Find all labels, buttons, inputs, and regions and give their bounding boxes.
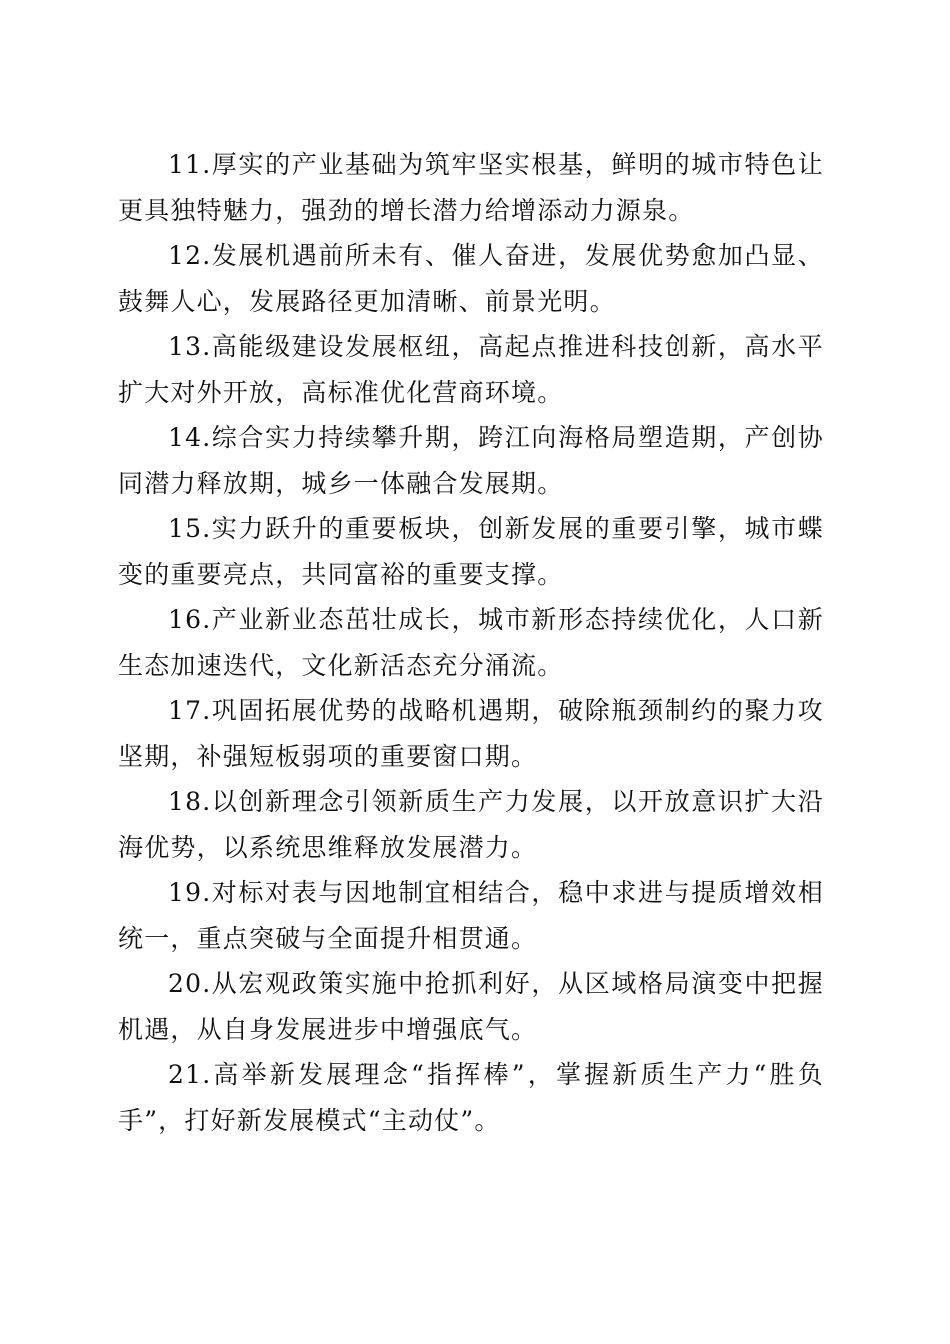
- paragraph-11: 11.厚实的产业基础为筑牢坚实根基，鲜明的城市特色让更具独特魅力，强劲的增长潜力给增添动力源泉。: [118, 150, 824, 225]
- paragraph-18: 18.以创新理念引领新质生产力发展，以开放意识扩大沿海优势，以系统思维释放发展潜力。: [118, 787, 824, 862]
- paragraph-21: 21.高举新发展理念“指挥棒”，掌握新质生产力“胜负手”，打好新发展模式“主动仗”。: [118, 1060, 824, 1135]
- paragraph-14: 14.综合实力持续攀升期，跨江向海格局塑造期，产创协同潜力释放期，城乡一体融合发展期。: [118, 423, 824, 498]
- paragraph-12: 12.发展机遇前所未有、催人奋进，发展优势愈加凸显、鼓舞人心，发展路径更加清晰、前景光明。: [118, 241, 824, 316]
- paragraph-20: 20.从宏观政策实施中抢抓利好，从区域格局演变中把握机遇，从自身发展进步中增强底气。: [118, 969, 824, 1044]
- paragraph-17: 17.巩固拓展优势的战略机遇期，破除瓶颈制约的聚力攻坚期，补强短板弱项的重要窗口期。: [118, 696, 824, 771]
- paragraph-13: 13.高能级建设发展枢纽，高起点推进科技创新，高水平扩大对外开放，高标准优化营商环境。: [118, 332, 824, 407]
- paragraph-15: 15.实力跃升的重要板块，创新发展的重要引擎，城市蝶变的重要亮点，共同富裕的重要支撑。: [118, 514, 824, 589]
- paragraph-16: 16.产业新业态茁壮成长，城市新形态持续优化，人口新生态加速迭代，文化新活态充分涌流。: [118, 605, 824, 680]
- document-body: [118, 142, 824, 1143]
- paragraph-19: 19.对标对表与因地制宜相结合，稳中求进与提质增效相统一，重点突破与全面提升相贯通。: [118, 878, 824, 953]
